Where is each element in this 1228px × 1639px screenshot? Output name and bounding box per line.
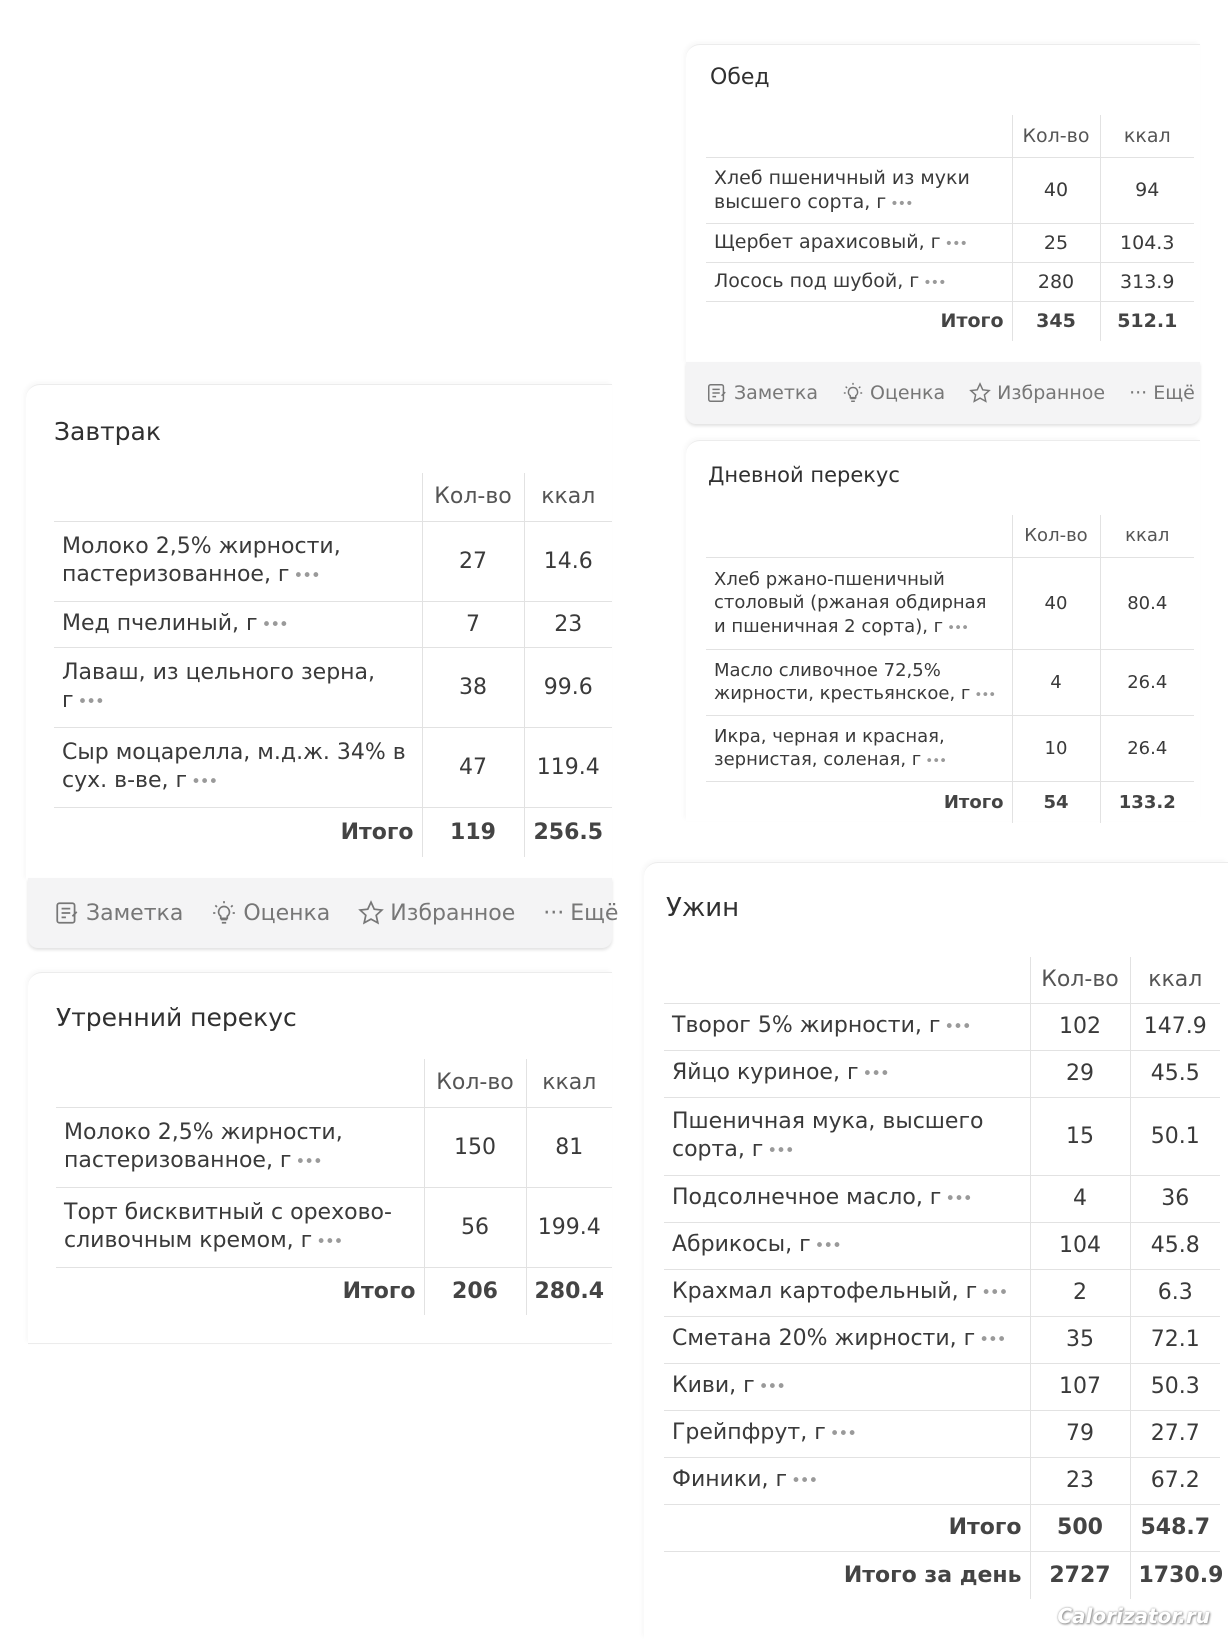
kcal-cell: 36: [1130, 1175, 1220, 1222]
note-button[interactable]: [706, 382, 818, 404]
kcal-cell: 99.6: [524, 647, 612, 727]
table-row[interactable]: [54, 601, 612, 647]
qty-cell: 40: [1012, 557, 1100, 649]
food-name[interactable]: Грейпфрут, г: [672, 1420, 826, 1446]
breakfast-card: [26, 384, 612, 881]
day-total-kcal: 1730.9: [1130, 1551, 1220, 1599]
kcal-column-header: ккал: [1130, 957, 1220, 1003]
kcal-cell: 45.8: [1130, 1222, 1220, 1269]
lightbulb-icon: [211, 900, 237, 926]
food-name[interactable]: Икра, черная и красная, зернистая, соленая, г: [714, 725, 945, 770]
table-row[interactable]: [54, 647, 612, 727]
kcal-cell: 72.1: [1130, 1316, 1220, 1363]
qty-cell: 47: [422, 727, 524, 807]
meal-title: Завтрак: [54, 417, 161, 446]
table-row[interactable]: [664, 1363, 1220, 1410]
food-name[interactable]: Молоко 2,5% жирности, пастеризованное, г: [62, 533, 341, 587]
qty-cell: 102: [1030, 1003, 1130, 1050]
lunch-table: [706, 115, 1194, 341]
total-row: [56, 1267, 612, 1315]
rating-label: Оценка: [870, 382, 946, 404]
kcal-cell: 313.9: [1100, 262, 1194, 301]
food-name[interactable]: Подсолнечное масло, г: [672, 1185, 942, 1211]
kcal-cell: 81: [526, 1107, 612, 1187]
food-name[interactable]: Лосось под шубой, г: [714, 270, 920, 293]
qty-cell: 35: [1030, 1316, 1130, 1363]
table-row[interactable]: [706, 223, 1194, 262]
more-dots-icon[interactable]: •••: [191, 772, 218, 791]
table-row[interactable]: [56, 1107, 612, 1187]
qty-cell: 23: [1030, 1457, 1130, 1504]
total-kcal: 133.2: [1100, 781, 1194, 823]
star-icon: [358, 900, 384, 926]
food-name[interactable]: Хлеб ржано-пшеничный столовый (ржаная обдирная и пшеничная 2 сорта), г: [714, 569, 987, 637]
more-dots-icon[interactable]: •••: [791, 1471, 818, 1491]
dinner-table: [664, 957, 1224, 1599]
lunch-action-bar: [686, 362, 1200, 424]
more-dots-icon[interactable]: •••: [974, 687, 996, 703]
kcal-cell: 14.6: [524, 521, 612, 601]
kcal-cell: 67.2: [1130, 1457, 1220, 1504]
more-dots-icon[interactable]: •••: [923, 275, 946, 292]
favorite-button[interactable]: [969, 382, 1105, 404]
kcal-cell: 104.3: [1100, 223, 1194, 262]
meal-title: Дневной перекус: [708, 463, 900, 487]
table-row[interactable]: [706, 157, 1194, 223]
morning-snack-table: [56, 1059, 612, 1315]
note-icon: [54, 900, 80, 926]
more-label: Ещё: [570, 900, 619, 926]
more-dots-icon[interactable]: •••: [925, 753, 947, 769]
note-label: Заметка: [734, 382, 819, 404]
meal-title: Утренний перекус: [56, 1003, 297, 1032]
total-qty: 500: [1030, 1504, 1130, 1551]
kcal-cell: 147.9: [1130, 1003, 1220, 1050]
more-dots-icon[interactable]: •••: [829, 1424, 856, 1444]
qty-cell: 79: [1030, 1410, 1130, 1457]
kcal-column-header: ккал: [524, 473, 612, 521]
total-qty: 54: [1012, 781, 1100, 823]
table-row[interactable]: [706, 715, 1194, 781]
table-row[interactable]: [664, 1175, 1220, 1222]
qty-column-header: Кол-во: [422, 473, 524, 521]
table-row[interactable]: [664, 1316, 1220, 1363]
watermark-logo: Calorizator.ru: [1057, 1604, 1210, 1628]
day-total-qty: 2727: [1030, 1551, 1130, 1599]
more-button[interactable]: [543, 901, 618, 926]
lightbulb-icon: [842, 382, 864, 404]
breakfast-table: [54, 473, 612, 857]
kcal-cell: 26.4: [1100, 649, 1194, 715]
table-row[interactable]: [706, 262, 1194, 301]
more-dots-icon[interactable]: •••: [979, 1330, 1006, 1350]
food-name[interactable]: Творог 5% жирности, г: [672, 1013, 941, 1039]
qty-cell: 40: [1012, 157, 1100, 223]
kcal-cell: 50.1: [1130, 1097, 1220, 1175]
rating-button[interactable]: [842, 382, 945, 404]
qty-cell: 104: [1030, 1222, 1130, 1269]
food-name[interactable]: Хлеб пшеничный из муки высшего сорта, г: [714, 166, 970, 213]
kcal-cell: 23: [524, 601, 612, 647]
note-label: Заметка: [86, 900, 184, 926]
total-kcal: 256.5: [524, 807, 612, 857]
more-dots-icon[interactable]: •••: [814, 1236, 841, 1256]
table-row[interactable]: [664, 1410, 1220, 1457]
qty-cell: 4: [1012, 649, 1100, 715]
afternoon-snack-card: [686, 440, 1200, 821]
total-qty: 345: [1012, 301, 1100, 341]
favorite-label: Избранное: [390, 900, 516, 926]
total-kcal: 280.4: [526, 1267, 612, 1315]
meal-title: Обед: [710, 65, 770, 90]
food-name[interactable]: Сыр моцарелла, м.д.ж. 34% в сух. в-ве, г: [62, 739, 406, 793]
qty-cell: 38: [422, 647, 524, 727]
table-row[interactable]: [664, 1269, 1220, 1316]
kcal-column-header: ккал: [526, 1059, 612, 1107]
food-name[interactable]: Масло сливочное 72,5% жирности, крестьянское, г: [714, 659, 971, 704]
more-dots-icon[interactable]: •••: [316, 1232, 343, 1251]
food-name[interactable]: Яйцо куриное, г: [672, 1060, 859, 1086]
food-name[interactable]: Финики, г: [672, 1467, 788, 1493]
afternoon-snack-table: [706, 515, 1194, 823]
qty-cell: 280: [1012, 262, 1100, 301]
total-label: Итого: [943, 791, 1004, 813]
more-dots-icon[interactable]: •••: [981, 1283, 1008, 1303]
total-row: [664, 1504, 1220, 1551]
food-name[interactable]: Мед пчелиный, г: [62, 610, 258, 636]
food-name[interactable]: Абрикосы, г: [672, 1232, 811, 1258]
table-row[interactable]: [706, 649, 1194, 715]
table-row[interactable]: [664, 1457, 1220, 1504]
total-qty: 119: [422, 807, 524, 857]
more-label: Ещё: [1153, 382, 1195, 404]
table-row[interactable]: [664, 1050, 1220, 1097]
kcal-cell: 50.3: [1130, 1363, 1220, 1410]
qty-column-header: Кол-во: [424, 1059, 526, 1107]
rating-label: Оценка: [243, 900, 331, 926]
food-name[interactable]: Сметана 20% жирности, г: [672, 1326, 976, 1352]
more-dots-icon[interactable]: •••: [295, 1152, 322, 1171]
qty-column-header: Кол-во: [1012, 515, 1100, 557]
total-row: [54, 807, 612, 857]
table-row[interactable]: [56, 1187, 612, 1267]
table-row[interactable]: [54, 727, 612, 807]
breakfast-action-bar: [28, 878, 619, 948]
rating-button[interactable]: [211, 900, 330, 926]
kcal-cell: 119.4: [524, 727, 612, 807]
total-label: Итого: [340, 819, 414, 845]
more-dots-icon[interactable]: •••: [862, 1064, 889, 1084]
qty-cell: 7: [422, 601, 524, 647]
more-dots-icon[interactable]: •••: [945, 1189, 972, 1209]
kcal-cell: 45.5: [1130, 1050, 1220, 1097]
qty-cell: 10: [1012, 715, 1100, 781]
more-dots-icon[interactable]: •••: [944, 1017, 971, 1037]
total-label: Итого: [940, 310, 1004, 333]
kcal-column-header: ккал: [1100, 115, 1194, 157]
more-dots-icon: ···: [543, 900, 565, 926]
food-name[interactable]: Пшеничная мука, высшего сорта, г: [672, 1108, 984, 1162]
qty-cell: 25: [1012, 223, 1100, 262]
note-icon: [706, 382, 728, 404]
more-dots-icon[interactable]: •••: [77, 692, 104, 711]
total-row: [706, 301, 1194, 341]
more-dots-icon[interactable]: •••: [767, 1141, 794, 1160]
total-kcal: 512.1: [1100, 301, 1194, 341]
qty-column-header: Кол-во: [1012, 115, 1100, 157]
food-name[interactable]: Щербет арахисовый, г: [714, 231, 941, 254]
more-dots-icon[interactable]: •••: [947, 619, 969, 636]
qty-cell: 2: [1030, 1269, 1130, 1316]
qty-cell: 4: [1030, 1175, 1130, 1222]
kcal-cell: 94: [1100, 157, 1194, 223]
more-dots-icon[interactable]: •••: [944, 236, 967, 253]
more-dots-icon[interactable]: •••: [758, 1377, 785, 1397]
total-label: Итого: [342, 1278, 416, 1304]
qty-cell: 150: [424, 1107, 526, 1187]
food-name[interactable]: Крахмал картофельный, г: [672, 1279, 978, 1305]
qty-cell: 27: [422, 521, 524, 601]
table-row[interactable]: [664, 1222, 1220, 1269]
kcal-cell: 199.4: [526, 1187, 612, 1267]
table-row[interactable]: [664, 1097, 1220, 1175]
kcal-cell: 27.7: [1130, 1410, 1220, 1457]
favorite-button[interactable]: [358, 900, 515, 926]
lunch-card: [686, 44, 1200, 365]
day-total-row: [664, 1551, 1220, 1599]
qty-cell: 107: [1030, 1363, 1130, 1410]
food-name[interactable]: Торт бисквитный с орехово-сливочным кремом, г: [64, 1199, 392, 1253]
food-name[interactable]: Молоко 2,5% жирности, пастеризованное, г: [64, 1119, 343, 1173]
table-row[interactable]: [664, 1003, 1220, 1050]
dinner-card: [644, 862, 1228, 1639]
more-dots-icon[interactable]: •••: [261, 614, 288, 634]
meal-title: Ужин: [666, 893, 740, 923]
star-icon: [969, 382, 991, 404]
kcal-column-header: ккал: [1100, 515, 1194, 557]
food-name[interactable]: Киви, г: [672, 1373, 755, 1399]
table-row[interactable]: [706, 557, 1194, 649]
more-dots-icon: ···: [1129, 382, 1148, 404]
qty-column-header: Кол-во: [1030, 957, 1130, 1003]
qty-cell: 15: [1030, 1097, 1130, 1175]
favorite-label: Избранное: [997, 382, 1106, 404]
table-row[interactable]: [54, 521, 612, 601]
morning-snack-card: [28, 972, 612, 1344]
total-qty: 206: [424, 1267, 526, 1315]
total-row: [706, 781, 1194, 823]
qty-cell: 29: [1030, 1050, 1130, 1097]
total-label: Итого: [664, 1504, 1030, 1551]
kcal-cell: 6.3: [1130, 1269, 1220, 1316]
total-kcal: 548.7: [1130, 1504, 1220, 1551]
note-button[interactable]: [54, 900, 183, 926]
food-name[interactable]: Лаваш, из цельного зерна, г: [62, 659, 376, 713]
kcal-cell: 80.4: [1100, 557, 1194, 649]
more-dots-icon[interactable]: •••: [293, 566, 320, 585]
day-total-label: Итого за день: [843, 1562, 1022, 1588]
more-dots-icon[interactable]: •••: [890, 196, 913, 212]
more-button[interactable]: [1129, 382, 1195, 404]
kcal-cell: 26.4: [1100, 715, 1194, 781]
qty-cell: 56: [424, 1187, 526, 1267]
